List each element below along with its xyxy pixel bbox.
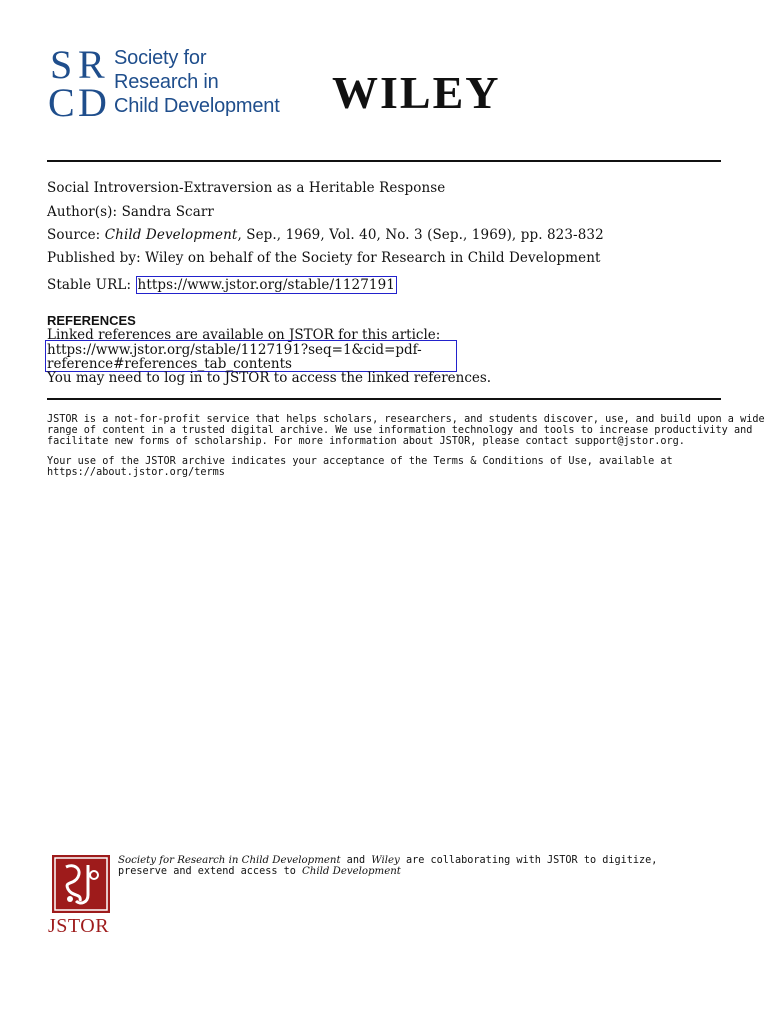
references-link-line-2[interactable]: reference#references_tab_contents xyxy=(47,356,292,372)
footer-org1: Society for Research in Child Development xyxy=(118,855,341,866)
footer-journal: Child Development xyxy=(302,866,401,877)
header-logos xyxy=(0,0,768,150)
terms-link[interactable]: https://about.jstor.org/terms xyxy=(47,467,225,478)
terms-line: Your use of the JSTOR archive indicates your acceptance of the Terms & Conditions of Use, available at xyxy=(47,456,673,467)
notice-line: JSTOR is a not-for-profit service that helps scholars, researchers, and students discover, use, and build upon a wide xyxy=(47,414,765,425)
footer-line-1 xyxy=(118,855,657,866)
footer-and: and xyxy=(340,855,372,866)
jstor-wordmark: JSTOR xyxy=(48,915,110,937)
references-heading: REFERENCES xyxy=(47,313,136,328)
author-name: Sandra Scarr xyxy=(121,204,214,220)
srcd-wordmark xyxy=(114,46,280,118)
source-details: , Sep., 1969, Vol. 40, No. 3 (Sep., 1969), pp. 823-832 xyxy=(237,227,604,243)
srcd-letter-s: S xyxy=(50,42,73,87)
srcd-logo xyxy=(48,42,298,122)
srcd-letter-d: D xyxy=(78,80,107,122)
footer-org2: Wiley xyxy=(371,855,400,866)
srcd-letter-c: C xyxy=(48,80,75,122)
terms-notice xyxy=(47,456,723,478)
stable-url-line xyxy=(47,276,397,294)
footer-line1-rest: are collaborating with JSTOR to digitize, xyxy=(399,855,658,866)
jstor-emblem-icon xyxy=(52,855,110,913)
notice-line: facilitate new forms of scholarship. For more information about JSTOR, please contact support@jstor.org. xyxy=(47,436,685,447)
srcd-letter-r: R xyxy=(78,42,105,87)
source-label: Source: xyxy=(47,227,101,243)
srcd-monogram-icon xyxy=(48,42,114,122)
srcd-line-3: Child Development xyxy=(114,95,280,117)
published-line xyxy=(47,249,601,267)
jstor-notice xyxy=(47,414,765,447)
article-title: Social Introversion-Extraversion as a Heritable Response xyxy=(47,180,446,196)
references-intro: Linked references are available on JSTOR for this article: xyxy=(47,327,441,343)
author-label: Author(s): xyxy=(47,204,118,220)
author-line xyxy=(47,203,214,221)
references-login-note: You may need to log in to JSTOR to access the linked references. xyxy=(47,370,492,386)
footer-line-2 xyxy=(118,866,657,877)
srcd-line-1: Society for xyxy=(114,47,207,69)
stable-url-label: Stable URL: xyxy=(47,277,132,293)
source-journal: Child Development xyxy=(104,227,238,243)
srcd-line-2: Research in xyxy=(114,71,219,93)
top-divider xyxy=(47,160,721,162)
references-link-line-1[interactable]: https://www.jstor.org/stable/1127191?seq=1&cid=pdf- xyxy=(47,342,422,358)
middle-divider xyxy=(47,398,721,400)
notice-line: range of content in a trusted digital archive. We use information technology and tools to increase productivity and xyxy=(47,425,753,436)
footer-collaboration xyxy=(118,855,657,877)
footer-line2-prefix: preserve and extend access to xyxy=(118,866,303,877)
wiley-logo: WILEY xyxy=(332,67,501,118)
source-line xyxy=(47,226,604,244)
stable-url-link[interactable]: https://www.jstor.org/stable/1127191 xyxy=(137,277,395,293)
published-label: Published by: xyxy=(47,250,141,266)
publisher: Wiley on behalf of the Society for Research in Child Development xyxy=(145,250,601,266)
